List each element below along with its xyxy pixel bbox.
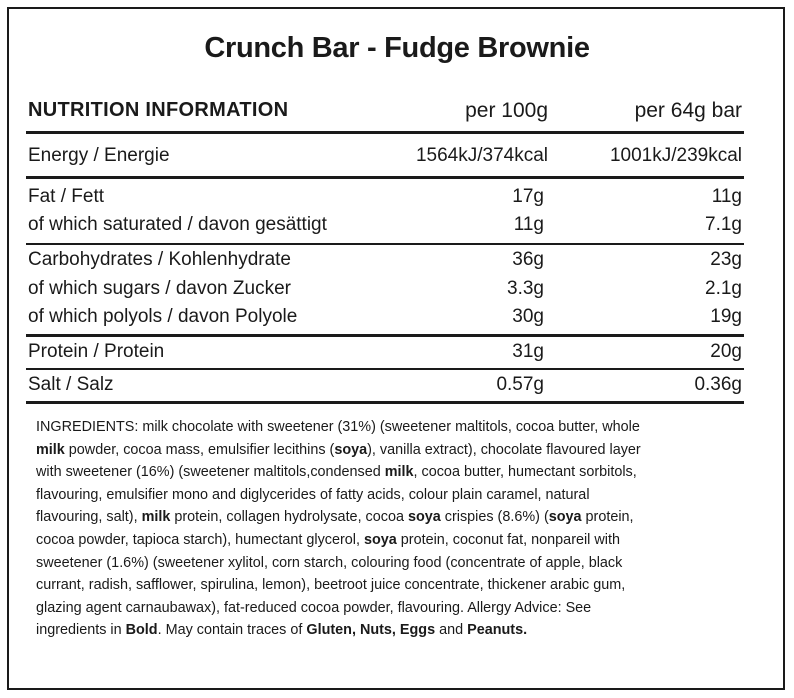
row-label: Salt / Salz	[28, 374, 114, 395]
row-label: of which sugars / davon Zucker	[28, 278, 291, 299]
row-per-bar: 11g	[711, 186, 742, 207]
ingredients-run: INGREDIENTS: milk chocolate with sweetener (31%) (sweetener maltitols, cocoa butter, whole	[36, 419, 640, 435]
row-per-bar: 0.36g	[694, 374, 742, 395]
row-per-bar: 20g	[710, 341, 742, 362]
row-per-bar: 1001kJ/239kcal	[609, 145, 742, 166]
header-per-bar: per 64g bar	[634, 99, 742, 122]
section-divider	[26, 334, 744, 337]
row-per-100g: 17g	[512, 186, 544, 207]
header-divider	[26, 131, 744, 134]
row-per-bar: 7.1g	[705, 214, 742, 235]
row-per-100g: 36g	[512, 249, 544, 270]
ingredients-run: protein, coconut fat, nonpareil with sweetener (1.6%) (sweetener xylitol, corn starch, colouring food (concentrate of apple, black currant, radish, safflower, spirulina, lemon), beetroot juice concentrate, thickener arabic gum, glazing agent carnaubawax), fat-reduced cocoa powder, flavouring. Allergy Advice: See ingredients in	[36, 531, 626, 639]
allergen-bold-text: Peanuts.	[467, 622, 528, 639]
row-label: of which polyols / davon Polyole	[28, 306, 298, 327]
allergen-bold-text: soya	[407, 509, 441, 526]
row-label: Fat / Fett	[28, 186, 105, 207]
section-divider	[26, 243, 744, 245]
ingredients-run: crispies (8.6%) (	[440, 509, 549, 526]
row-per-100g: 11g	[513, 214, 544, 235]
product-title: Crunch Bar - Fudge Brownie	[204, 32, 590, 64]
table-row	[26, 306, 744, 336]
table-row	[26, 186, 744, 216]
row-per-100g: 31g	[512, 341, 544, 362]
row-label: Carbohydrates / Kohlenhydrate	[28, 249, 291, 270]
row-label: Energy / Energie	[28, 145, 170, 166]
row-per-100g: 0.57g	[496, 374, 544, 395]
row-label: Protein / Protein	[28, 341, 165, 362]
row-per-100g: 30g	[512, 306, 544, 327]
row-per-bar: 2.1g	[705, 278, 742, 299]
section-divider	[26, 368, 744, 370]
allergen-bold-text: milk	[384, 464, 414, 481]
allergen-bold-text: milk	[36, 441, 65, 458]
table-row	[26, 374, 744, 404]
table-row	[26, 278, 744, 308]
table-bottom-rule	[26, 401, 744, 404]
table-row	[26, 249, 744, 279]
ingredients-text	[36, 416, 736, 642]
allergen-bold-text: Bold	[125, 622, 158, 639]
row-per-bar: 23g	[710, 249, 742, 270]
table-row	[26, 214, 744, 244]
allergen-bold-text: soya	[548, 509, 582, 526]
allergen-bold-text: Gluten, Nuts, Eggs	[306, 622, 436, 639]
table-row	[26, 341, 744, 371]
ingredients-run: and	[435, 622, 468, 639]
section-divider	[26, 176, 744, 179]
ingredients-run: protein, cocoa powder, tapioca starch), humectant glycerol,	[36, 509, 634, 548]
header-per-100g: per 100g	[465, 99, 548, 122]
ingredients-run: . May contain traces of	[157, 622, 307, 639]
table-row	[26, 145, 744, 175]
allergen-bold-text: soya	[363, 531, 397, 548]
row-label: of which saturated / davon gesättigt	[28, 214, 327, 235]
allergen-bold-text: milk	[141, 509, 171, 526]
header-label: NUTRITION INFORMATION	[28, 99, 289, 121]
ingredients-run: ), vanilla extract), chocolate flavoured layer with sweetener (16%) (sweetener maltitols,condensed	[36, 441, 641, 481]
allergen-bold-text: soya	[334, 441, 368, 458]
ingredients-run: protein, collagen hydrolysate, cocoa	[170, 509, 408, 526]
ingredients-run: powder, cocoa mass, emulsifier lecithins (	[64, 441, 335, 458]
table-header	[26, 99, 744, 129]
ingredients-run: , cocoa butter, humectant sorbitols, flavouring, emulsifier mono and diglycerides of fatty acids, colour plain caramel, natural flavouring, salt),	[36, 464, 637, 526]
row-per-100g: 3.3g	[507, 278, 544, 299]
row-per-bar: 19g	[710, 306, 742, 327]
row-per-100g: 1564kJ/374kcal	[415, 145, 548, 166]
